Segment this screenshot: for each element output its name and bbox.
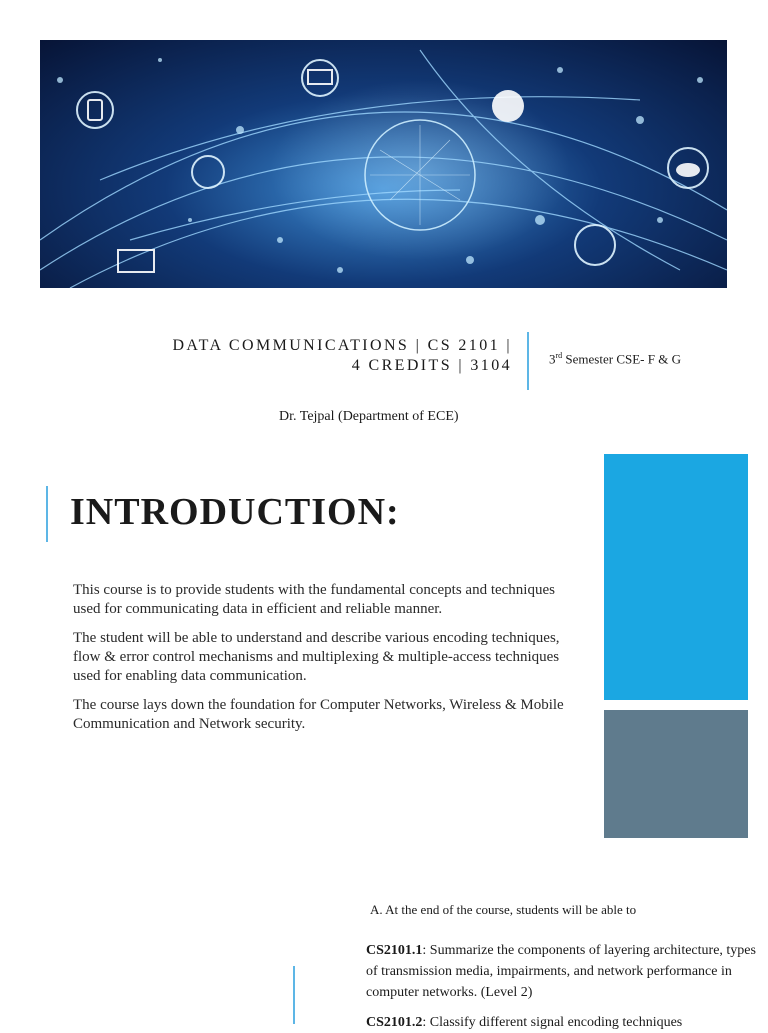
outcome-text: : Classify different signal encoding techniques (422, 1015, 683, 1030)
outcomes-intro: A. At the end of the course, students will be able to (370, 902, 637, 917)
author-line: Dr. Tejpal (Department of ECE) (279, 409, 459, 424)
semester-label (549, 351, 681, 367)
outcome-code: CS2101.1 (366, 943, 423, 958)
intro-paragraph: The student will be able to understand and describe various encoding techniques, flow & error control mechanisms and multiplexing & multiple-access techniques used for enabling data communication. (73, 630, 560, 684)
introduction-body (73, 581, 573, 744)
title-divider (527, 332, 529, 390)
intro-paragraph: This course is to provide students with the fundamental concepts and techniques used for communicating data in efficient and reliable manner. (73, 582, 555, 617)
course-title (60, 336, 512, 376)
semester-ordinal-suffix: rd (555, 351, 563, 360)
decorative-blue-block (604, 454, 748, 700)
decorative-slate-block (604, 710, 748, 838)
course-title-line-2: 4 CREDITS | 3104 (351, 357, 512, 374)
outcome-text: : Summarize the components of layering architecture, types of transmission media, impairments, and network performance in computer networks. (Level 2) (366, 943, 756, 1000)
semester-text: Semester CSE- F & G (562, 351, 681, 367)
intro-divider (46, 486, 48, 542)
network-illustration (40, 40, 727, 288)
introduction-heading: INTRODUCTION: (70, 491, 400, 533)
network-banner-image (40, 40, 727, 288)
outcome-code: CS2101.2 (366, 1015, 423, 1030)
intro-paragraph: The course lays down the foundation for Computer Networks, Wireless & Mobile Communication and Network security. (73, 697, 564, 732)
outcomes-divider (293, 966, 295, 1024)
course-title-line-1: DATA COMMUNICATIONS | CS 2101 | (172, 337, 512, 354)
semester-ordinal: 3 (549, 351, 556, 367)
outcome-item (366, 940, 758, 1003)
outcome-item (366, 1012, 758, 1033)
